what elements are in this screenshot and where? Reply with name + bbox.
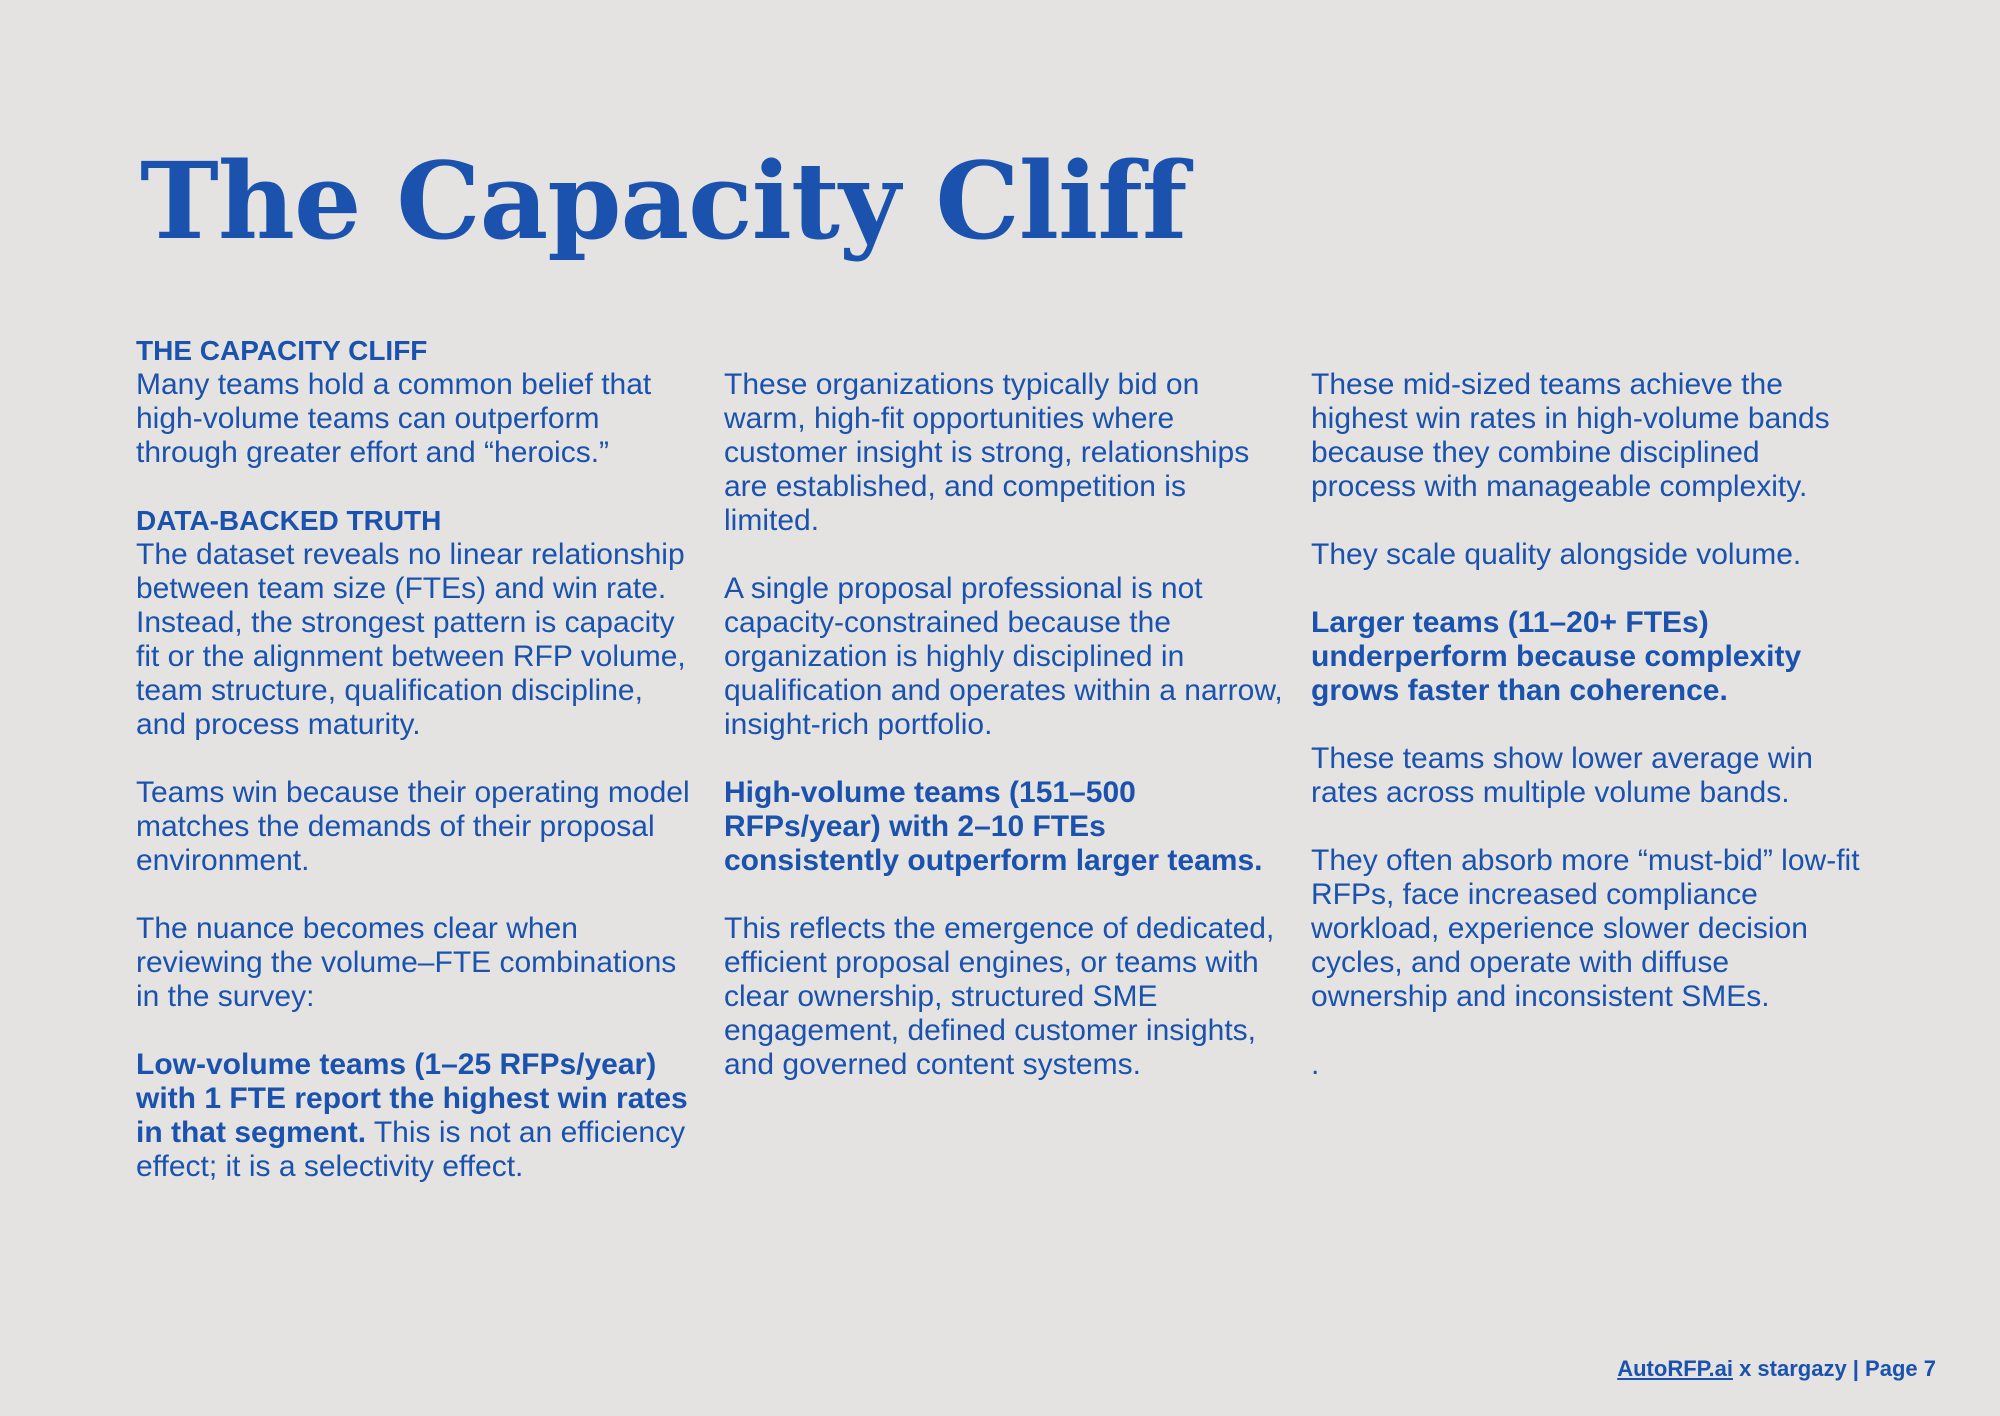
- paragraph: These mid-sized teams achieve the highest win rates in high-volume bands because they combine disciplined process with manageable complexity.: [1311, 368, 1830, 503]
- paragraph: [136, 1048, 696, 1184]
- paragraph: Many teams hold a common belief that high-volume teams can outperform through greater effort and “heroics.”: [136, 368, 652, 469]
- emphasis-text: Larger teams (11–20+ FTEs) underperform because complexity grows faster than coherence.: [1311, 606, 1802, 707]
- paragraph: They scale quality alongside volume.: [1311, 538, 1802, 571]
- paragraph: They often absorb more “must-bid” low-fit RFPs, face increased compliance workload, experience slower decision cycles, and operate with diffuse ownership and inconsistent SMEs.: [1311, 844, 1860, 1013]
- footer-page-text: x stargazy | Page 7: [1732, 1356, 1936, 1381]
- paragraph: The nuance becomes clear when reviewing the volume–FTE combinations in the survey:: [136, 912, 677, 1013]
- emphasis-text: Low-volume teams (1–25 RFPs/year) with 1 FTE report the highest win rates in that segment.: [136, 1048, 688, 1149]
- paragraph: [1311, 606, 1871, 708]
- section-capacity-cliff: [136, 334, 696, 470]
- paragraph: .: [1311, 1048, 1320, 1081]
- page-title: The Capacity Cliff: [140, 138, 1187, 263]
- emphasis-text: High-volume teams (151–500 RFPs/year) with 2–10 FTEs consistently outperform larger teams.: [724, 776, 1263, 877]
- paragraph-text: This is not an efficiency effect; it is a selectivity effect.: [136, 1116, 686, 1183]
- paragraph: A single proposal professional is not capacity-constrained because the organization is highly disciplined in qualification and operates within a narrow, insight-rich portfolio.: [724, 572, 1283, 741]
- paragraph: These organizations typically bid on warm, high-fit opportunities where customer insight is strong, relationships are established, and competition is limited.: [724, 368, 1250, 537]
- page-footer: [1617, 1356, 1936, 1382]
- paragraph: [724, 776, 1284, 878]
- autorfp-link[interactable]: AutoRFP.ai: [1617, 1356, 1733, 1381]
- section-heading: THE CAPACITY CLIFF: [136, 335, 428, 366]
- paragraph: The dataset reveals no linear relationship between team size (FTEs) and win rate. Instead, the strongest pattern is capacity fit or the alignment between RFP volume, team structure, qualification discipline, and process maturity.: [136, 538, 686, 741]
- section-heading: DATA-BACKED TRUTH: [136, 505, 442, 536]
- column-3: [1311, 368, 1871, 1082]
- paragraph: This reflects the emergence of dedicated, efficient proposal engines, or teams with clear ownership, structured SME engagement, defined customer insights, and governed content systems.: [724, 912, 1275, 1081]
- column-1: [136, 334, 696, 1184]
- column-2: [724, 368, 1284, 1082]
- paragraph: These teams show lower average win rates across multiple volume bands.: [1311, 742, 1813, 809]
- paragraph: Teams win because their operating model matches the demands of their proposal environment.: [136, 776, 690, 877]
- section-data-backed-truth: [136, 504, 696, 742]
